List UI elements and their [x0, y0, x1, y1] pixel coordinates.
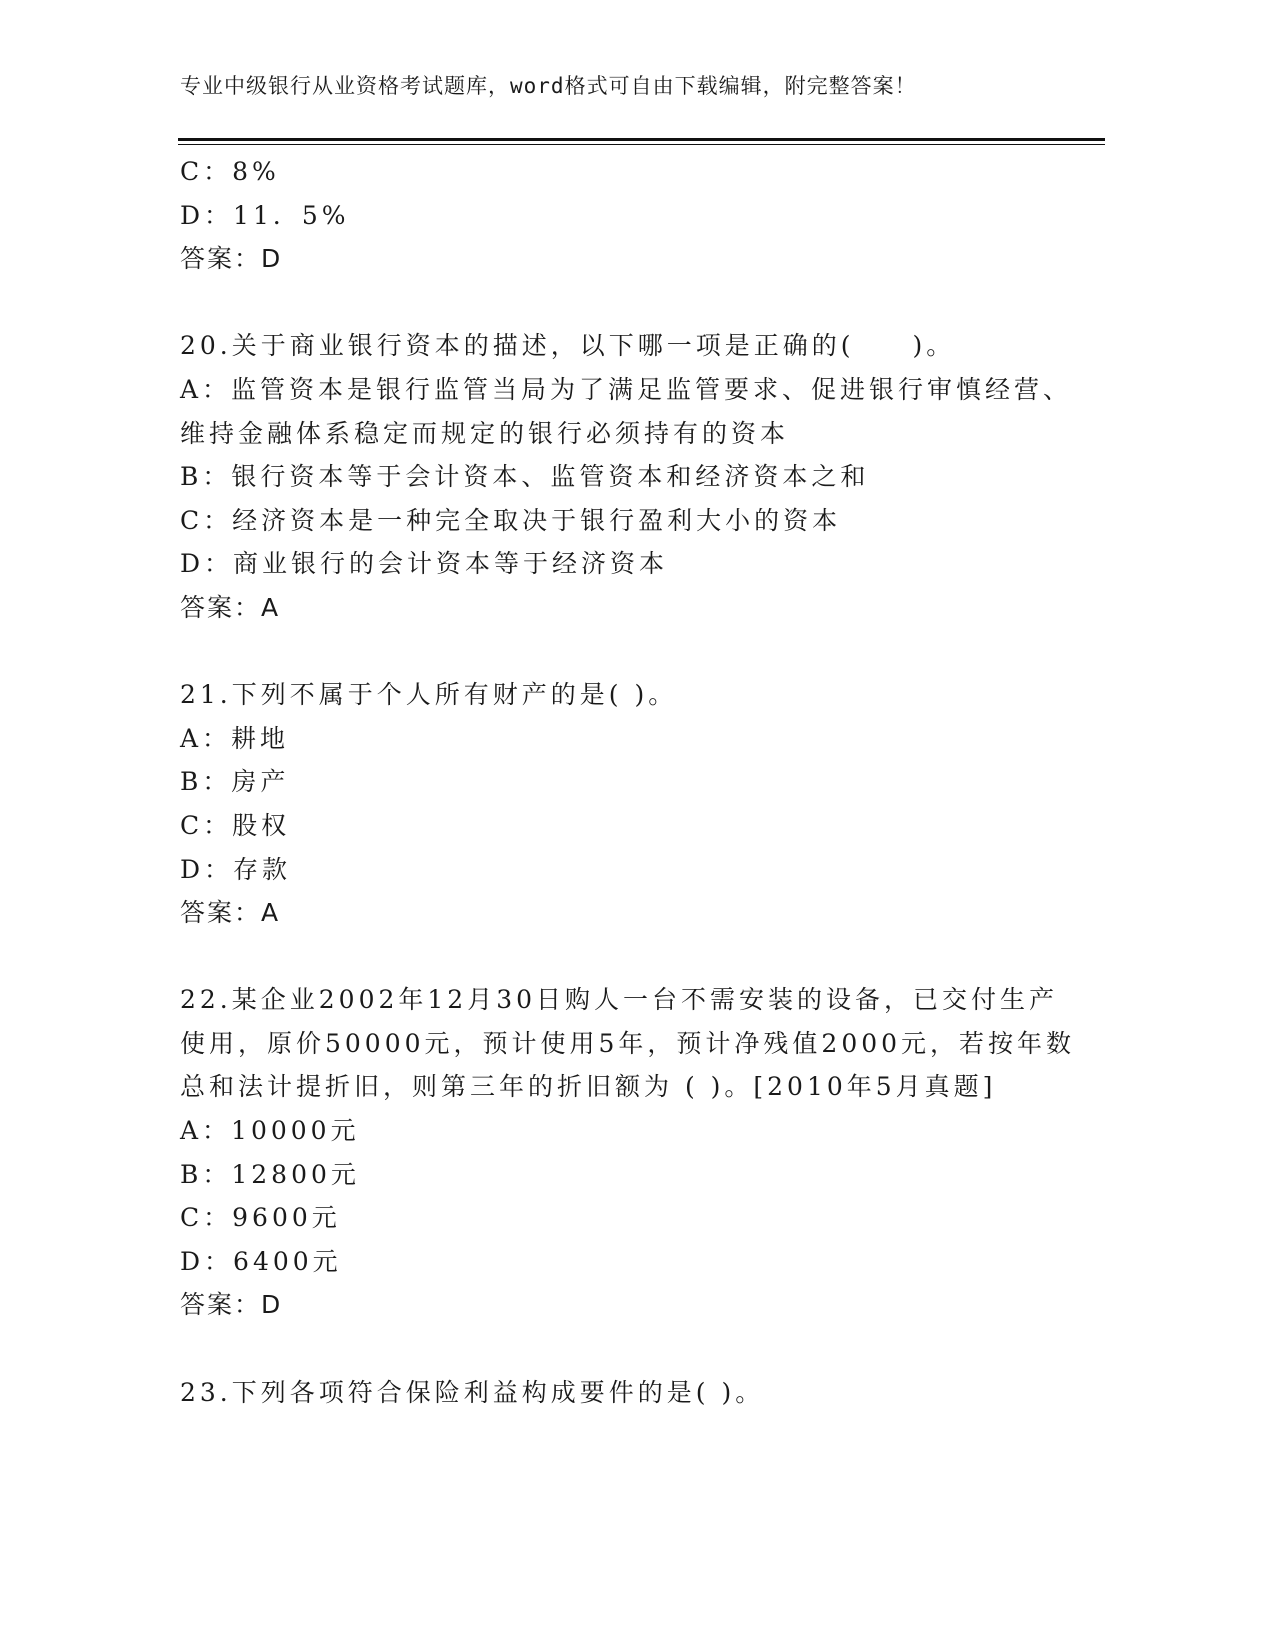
- option-c: C：9600元: [180, 1203, 341, 1233]
- question-stem: 20.关于商业银行资本的描述，以下哪一项是正确的( )。: [180, 331, 956, 361]
- option-b: B：银行资本等于会计资本、监管资本和经济资本之和: [180, 462, 870, 492]
- header-rule-thin: [178, 144, 1105, 145]
- option-a-continued: 维持金融体系稳定而规定的银行必须持有的资本: [180, 418, 790, 448]
- question-stem-continued: 使用，原价50000元，预计使用5年，预计净残值2000元，若按年数: [180, 1028, 1076, 1058]
- option-d: D：商业银行的会计资本等于经济资本: [180, 549, 669, 579]
- question-stem-continued: 总和法计提折旧，则第三年的折旧额为 ( )。[2010年5月真题]: [180, 1072, 997, 1102]
- option-c: C：经济资本是一种完全取决于银行盈利大小的资本: [180, 505, 842, 535]
- question-list: [180, 150, 1080, 1414]
- option-b: B：12800元: [180, 1159, 360, 1189]
- spacer: [180, 281, 1080, 325]
- question-20: [180, 324, 1080, 629]
- question-22: [180, 978, 1080, 1327]
- spacer: [180, 630, 1080, 674]
- prev-question: [180, 150, 1080, 281]
- answer: 答案：A: [180, 592, 281, 622]
- answer: 答案：D: [180, 244, 283, 274]
- option-a: A：10000元: [180, 1116, 360, 1146]
- answer: 答案：A: [180, 898, 281, 928]
- option-b: B：房产: [180, 767, 290, 797]
- option-a: A：耕地: [180, 723, 290, 753]
- question-21: [180, 673, 1080, 935]
- page-header: 专业中级银行从业资格考试题库，word格式可自由下载编辑，附完整答案！: [180, 74, 917, 98]
- question-stem: 21.下列不属于个人所有财产的是( )。: [180, 680, 678, 710]
- option-d: D：存款: [180, 854, 292, 884]
- option-d: D：11．5%: [180, 200, 350, 230]
- spacer: [180, 1327, 1080, 1371]
- option-c: C：股权: [180, 810, 291, 840]
- option-a: A：监管资本是银行监管当局为了满足监管要求、促进银行审慎经营、: [180, 374, 1073, 404]
- question-stem: 22.某企业2002年12月30日购人一台不需安装的设备，已交付生产: [180, 985, 1059, 1015]
- question-23: [180, 1371, 1080, 1415]
- spacer: [180, 935, 1080, 979]
- option-c: C：8%: [180, 157, 280, 186]
- question-stem: 23.下列各项符合保险利益构成要件的是( )。: [180, 1377, 765, 1407]
- answer: 答案：D: [180, 1290, 283, 1320]
- option-d: D：6400元: [180, 1246, 342, 1276]
- header-rule-thick: [178, 138, 1105, 141]
